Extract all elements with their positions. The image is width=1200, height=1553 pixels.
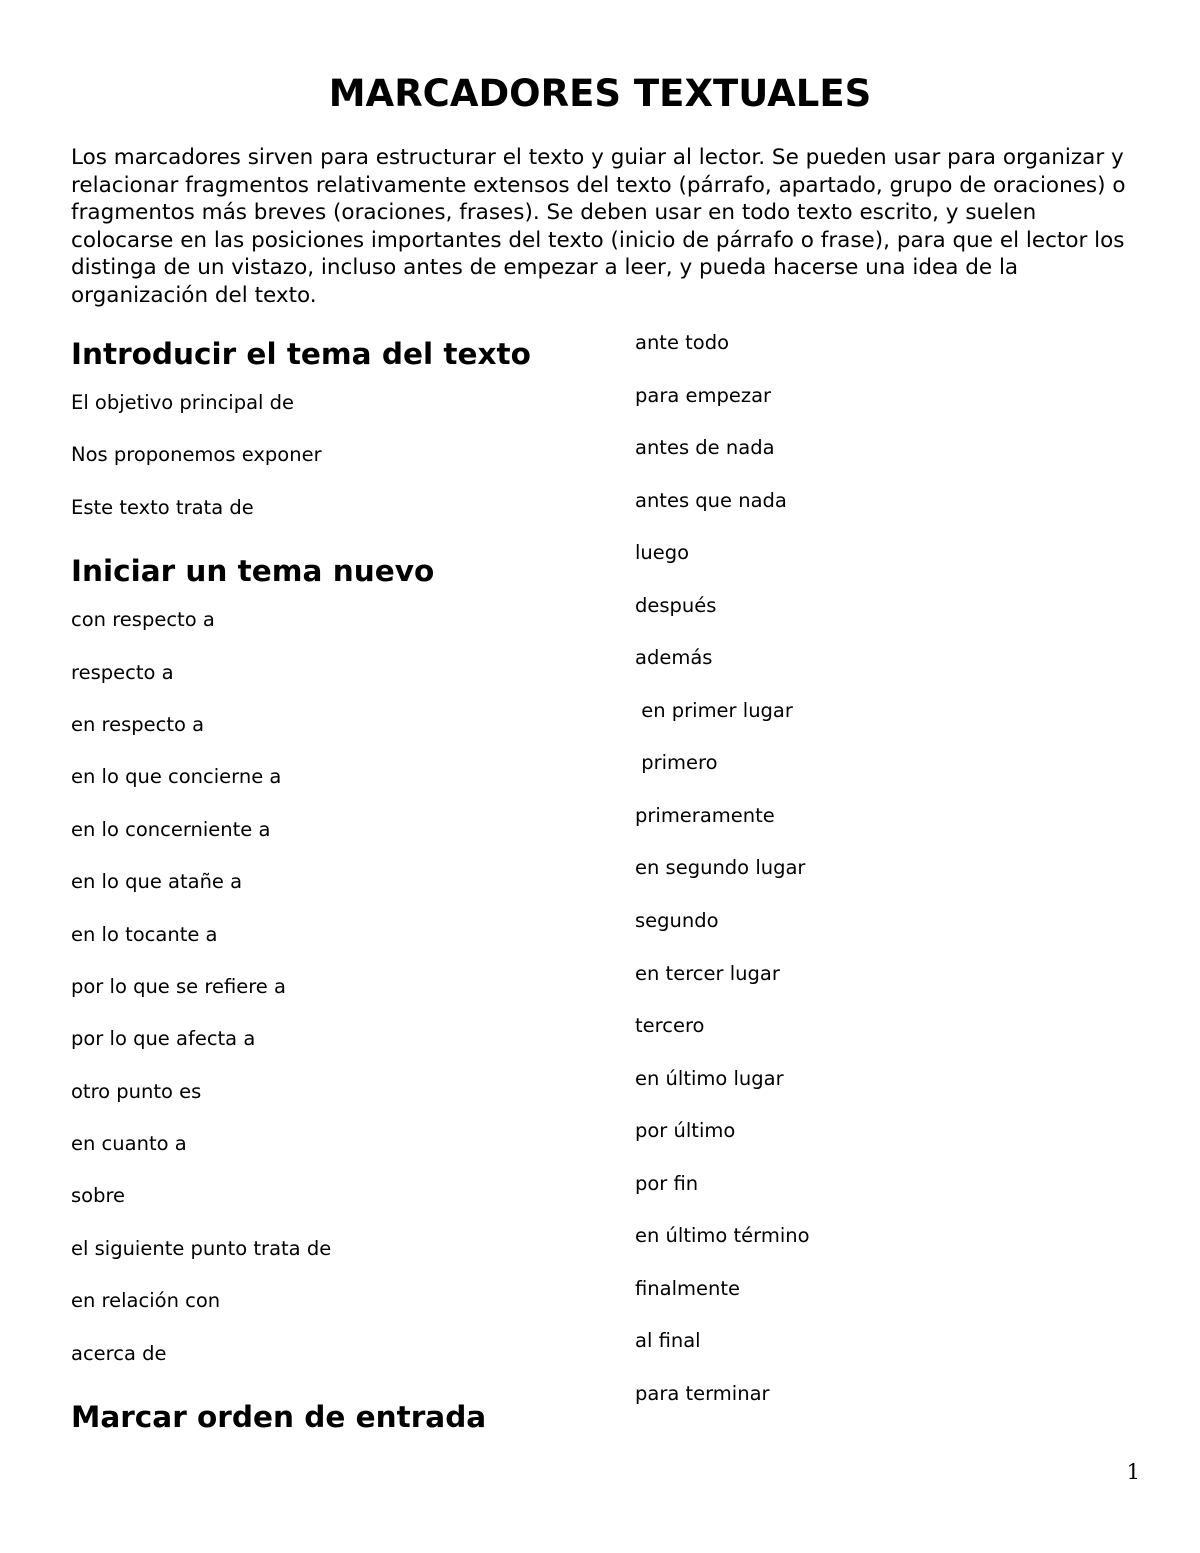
section-introducir-tema [71, 330, 611, 521]
list-item: tercero [635, 1014, 705, 1038]
list-item: en segundo lugar [635, 856, 806, 880]
list-item: finalmente [635, 1276, 741, 1300]
list-item: acerca de [71, 1341, 167, 1365]
document-title: MARCADORES TEXTUALES [328, 72, 872, 115]
list-item: en último lugar [635, 1066, 784, 1090]
list-item: en primer lugar [635, 698, 793, 722]
list-item: primeramente [635, 803, 775, 827]
list-item: ante todo [635, 331, 730, 354]
list-item: sobre [71, 1184, 126, 1208]
list-item: antes de nada [635, 436, 775, 460]
list-item: el siguiente punto trata de [71, 1236, 332, 1260]
list-item: en lo tocante a [71, 922, 218, 946]
list-item: además [635, 646, 713, 670]
list-item: antes que nada [635, 488, 787, 512]
right-column [635, 330, 1115, 1433]
list-item: en lo concerniente a [71, 817, 271, 841]
list-item: El objetivo principal de [71, 391, 295, 414]
list-item: Este texto trata de [71, 495, 254, 519]
list-item: en lo que atañe a [71, 870, 243, 894]
section-heading: Iniciar un tema nuevo [71, 554, 435, 589]
left-column [71, 330, 611, 1453]
list-item: por fin [635, 1171, 699, 1195]
list-item: primero [635, 751, 718, 775]
list-item: Nos proponemos exponer [71, 443, 322, 467]
list-item: por último [635, 1119, 736, 1143]
list-item: en tercer lugar [635, 961, 780, 985]
list-item: por lo que se refiere a [71, 974, 286, 998]
intro-paragraph: Los marcadores sirven para estructurar el texto y guiar al lector. Se pueden usar para organizar y relacionar fragmentos relativamente extensos del texto (párrafo, apartado, grupo de oraciones) o fragmentos más breves (oraciones, frases). Se deben usar en todo texto escrito, y suelen colocarse en las posiciones importantes del texto (inicio de párrafo o frase), para que el lector los distinga de un vistazo, incluso antes de empezar a leer, y pueda hacerse una idea de la organización del texto. [71, 145, 1126, 308]
list-item: en respecto a [71, 712, 205, 736]
page-number: 1 [1126, 1460, 1140, 1484]
list-item: para empezar [635, 383, 772, 407]
list-item: respecto a [71, 660, 174, 684]
list-item: con respecto a [71, 608, 215, 632]
section-heading: Introducir el tema del texto [71, 337, 531, 371]
list-item: segundo [635, 909, 719, 933]
list-item: en cuanto a [71, 1132, 187, 1156]
list-item: para terminar [635, 1381, 770, 1405]
list-item: en relación con [71, 1289, 221, 1313]
section-iniciar-tema-nuevo [71, 547, 611, 1366]
list-item: por lo que afecta a [71, 1027, 256, 1051]
list-item: luego [635, 541, 690, 565]
list-item: al final [635, 1329, 701, 1353]
list-item: en último término [635, 1224, 810, 1248]
list-item: en lo que concierne a [71, 765, 282, 789]
section-heading: Marcar orden de entrada [71, 1400, 487, 1435]
list-item: otro punto es [71, 1079, 202, 1103]
section-marcar-orden [71, 1393, 611, 1441]
list-item: después [635, 593, 717, 617]
